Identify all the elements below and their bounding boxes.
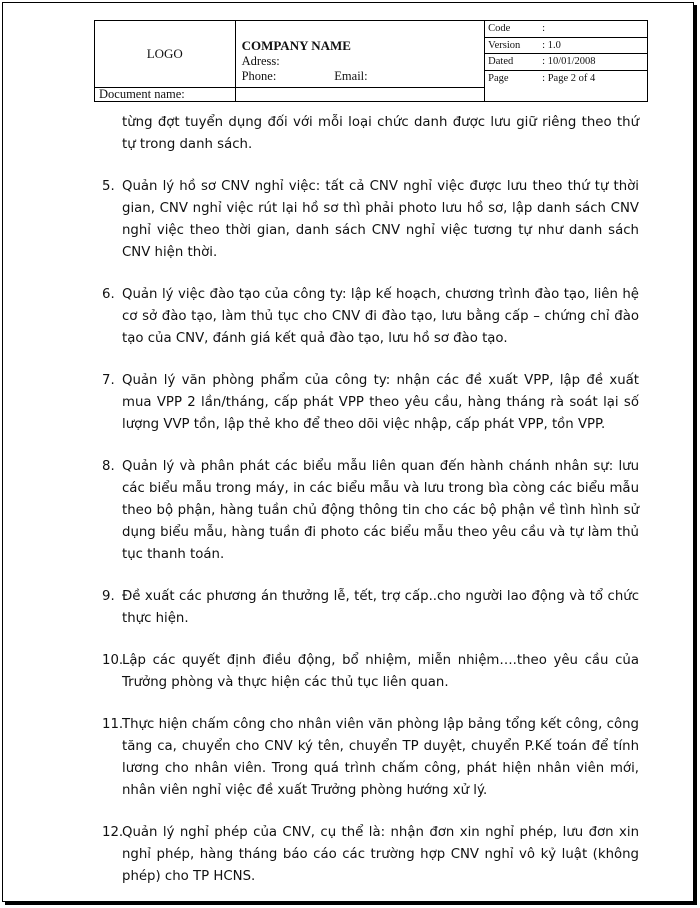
logo [95, 21, 236, 88]
phone-label: Phone: [241, 69, 277, 83]
meta-row-version [485, 37, 647, 54]
item-text: Thực hiện chấm công cho nhân viên văn phòng lập bảng tổng kết công, công tăng ca, chuyển cho CNV ký tên, chuyển TP duyệt, chuyển P.Kế toán để tính lương cho nhân viên. Trong quá trình chấm công, phát hiện nhân viên mới, nhân viên nghỉ việc đề xuất Trưởng phòng hướng xử lý. [122, 717, 639, 798]
list-item [102, 650, 639, 694]
meta-key: Page [488, 72, 509, 84]
document-header [94, 20, 648, 102]
item-number: 9. [102, 589, 115, 604]
meta-value: : 1.0 [538, 37, 647, 54]
list-item [102, 176, 639, 264]
email-label: Email: [334, 69, 368, 83]
item-text: Lập các quyết định điều động, bổ nhiệm, miễn nhiệm….theo yêu cầu của Trưởng phòng và thực hiện các thủ tục liên quan. [122, 653, 639, 690]
document-meta [485, 21, 648, 102]
list-item [102, 370, 639, 436]
document-name-label: Document name: [95, 88, 236, 102]
item-number: 10. [102, 653, 124, 668]
meta-table [485, 21, 647, 86]
list-item [102, 822, 639, 888]
meta-key: Code [485, 21, 538, 37]
company-info [235, 21, 485, 88]
document-name-value [235, 88, 485, 102]
item-text: Quản lý văn phòng phẩm của công ty: nhận các đề xuất VPP, lập đề xuất mua VPP 2 lần/tháng, cấp phát VPP theo yêu cầu, hàng tháng rà soát lại số lượng VVP tồn, lập thẻ kho để theo dõi việc nhập, cấp phát VPP, tồn VPP. [122, 373, 639, 432]
item-text: Quản lý và phân phát các biểu mẫu liên quan đến hành chánh nhân sự: lưu các biểu mẫu trong máy, in các biểu mẫu và lưu trong bìa còng các biểu mẫu theo bộ phận, hàng tuần chủ động thông tin cho các bộ phận về tình hình sử dụng biểu mẫu, hàng tuần đi photo các biểu mẫu theo yêu cầu và tự làm thủ tục thanh toán. [122, 459, 639, 562]
item-text: Quản lý nghỉ phép của CNV, cụ thể là: nhận đơn xin nghỉ phép, lưu đơn xin nghỉ phép, hàng tháng báo cáo các trường hợp CNV nghỉ vô kỷ luật (không phép) cho TP HCNS. [122, 825, 639, 884]
contact-line [242, 69, 485, 84]
company-name: COMPANY NAME [241, 38, 351, 53]
item-number: 5. [102, 179, 115, 194]
item-text: Quản lý hồ sơ CNV nghỉ việc: tất cả CNV nghỉ việc được lưu theo thứ tự thời gian, CNV nghỉ việc rút lại hồ sơ thì phải photo lưu hồ sơ, lập danh sách CNV nghỉ việc theo thời gian, danh sách CNV nghỉ việc tương tự như danh sách CNV hiện thời. [122, 179, 639, 260]
meta-row-page [485, 70, 647, 86]
item-number: 7. [102, 373, 115, 388]
list-item [102, 284, 639, 350]
item-number: 8. [102, 459, 115, 474]
meta-row-dated [485, 54, 647, 71]
meta-value: : 10/01/2008 [538, 54, 647, 71]
item-number: 12. [102, 825, 124, 840]
item-number: 6. [102, 287, 115, 302]
list-item [102, 714, 639, 802]
list-item [102, 586, 639, 630]
meta-value: : [538, 21, 647, 37]
list-item [102, 456, 639, 566]
address-label: Adress: [241, 54, 280, 68]
continuation-paragraph: từng đợt tuyển dụng đối với mỗi loại chức danh được lưu giữ riêng theo thứ tự trong danh sách. [122, 115, 639, 152]
meta-value: : Page 2 of 4 [542, 72, 596, 84]
meta-key: Version [485, 37, 538, 54]
meta-row-code [485, 21, 647, 37]
meta-key: Dated [485, 54, 538, 71]
item-text: Quản lý việc đào tạo của công ty: lập kế hoạch, chương trình đào tạo, liên hệ cơ sở đào tạo, làm thủ tục cho CNV đi đào tạo, lưu bằng cấp – chứng chỉ đào tạo của CNV, đánh giá kết quả đào tạo, lưu hồ sơ đào tạo. [122, 287, 639, 346]
logo-text: LOGO [146, 46, 183, 61]
item-number: 11. [102, 717, 124, 732]
document-body [102, 112, 639, 908]
item-text: Đề xuất các phương án thưởng lễ, tết, trợ cấp..cho người lao động và tổ chức thực hiện. [122, 589, 639, 626]
